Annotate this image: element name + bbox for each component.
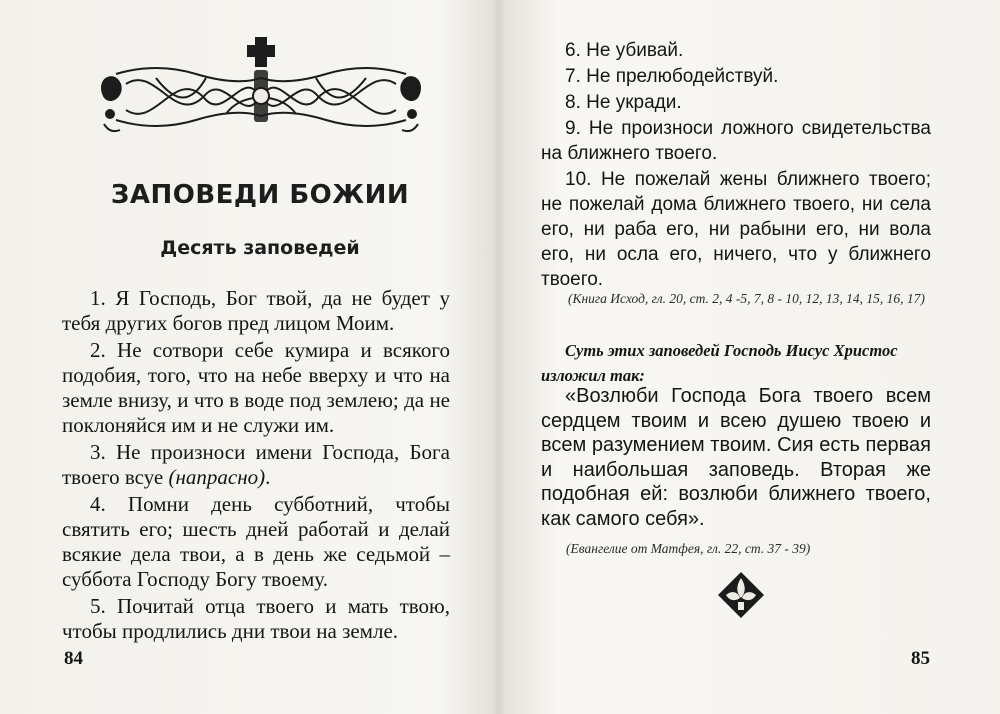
gospel-quote: «Возлюби Господа Бога твоего всем сердцем твоим и всею душею твоею и всем разумением твоим. Сия есть первая и наибольшая заповедь. Вторая же подобная ей: возлюби ближнего твоего, как самого себя». <box>541 385 931 530</box>
commandments-list-right <box>541 38 931 293</box>
exodus-reference: (Книга Исход, гл. 20, ст. 2, 4 -5, 7, 8 - 10, 12, 13, 14, 15, 16, 17) <box>568 291 925 306</box>
commandment-9: 9. Не произноси ложного свидетельства на ближнего твоего. <box>541 118 931 164</box>
commandments-list-left <box>62 286 450 646</box>
commandment-10: 10. Не пожелай жены ближнего твоего; не пожелай дома ближнего твоего, ни села его, ни раба его, ни рабыни его, ни вола его, ни осла его, ничего, что у ближнего твоего. <box>541 169 931 290</box>
page-number-left: 84 <box>64 648 83 669</box>
commandment-2: 2. Не сотвори себе кумира и всякого подобия, того, что на небе вверху и что на земле внизу, и что в воде под землею; да не поклоняйся им и не служи им. <box>62 338 450 437</box>
commandment-3-text: 3. Не произноси имени Господа, Бога твоего всуе <box>62 440 450 489</box>
commandment-4: 4. Помни день субботний, чтобы святить его; шесть дней работай и делай всякие дела твои, а в день же седьмой – суббота Господу Богу твоему. <box>62 492 450 591</box>
page-title: ЗАПОВЕДИ БОЖИИ <box>110 180 410 210</box>
commandment-5: 5. Почитай отца твоего и мать твою, чтобы продлились дни твои на земле. <box>62 594 450 643</box>
commandment-8: 8. Не укради. <box>565 92 682 113</box>
celtic-knot-cross-ornament <box>96 34 426 134</box>
commandment-3: 3. Не произноси имени Господа, Бога твоего всуе (напрасно). <box>62 440 450 489</box>
lily-fleuron-ornament <box>716 570 766 620</box>
commandment-6: 6. Не убивай. <box>565 40 684 61</box>
christ-summary-intro: Суть этих заповедей Господь Иисус Христос изложил так: <box>541 341 898 385</box>
commandment-1: 1. Я Господь, Бог твой, да не будет у тебя других богов пред лицом Моим. <box>62 286 450 335</box>
matthew-reference: (Евангелие от Матфея, гл. 22, ст. 37 - 39) <box>566 541 811 556</box>
left-page <box>0 0 492 714</box>
commandment-7: 7. Не прелюбодействуй. <box>565 66 779 87</box>
page-number-right: 85 <box>911 648 930 669</box>
commandment-3-gloss: (напрасно) <box>168 465 266 489</box>
page-subtitle: Десять заповедей <box>160 237 360 259</box>
